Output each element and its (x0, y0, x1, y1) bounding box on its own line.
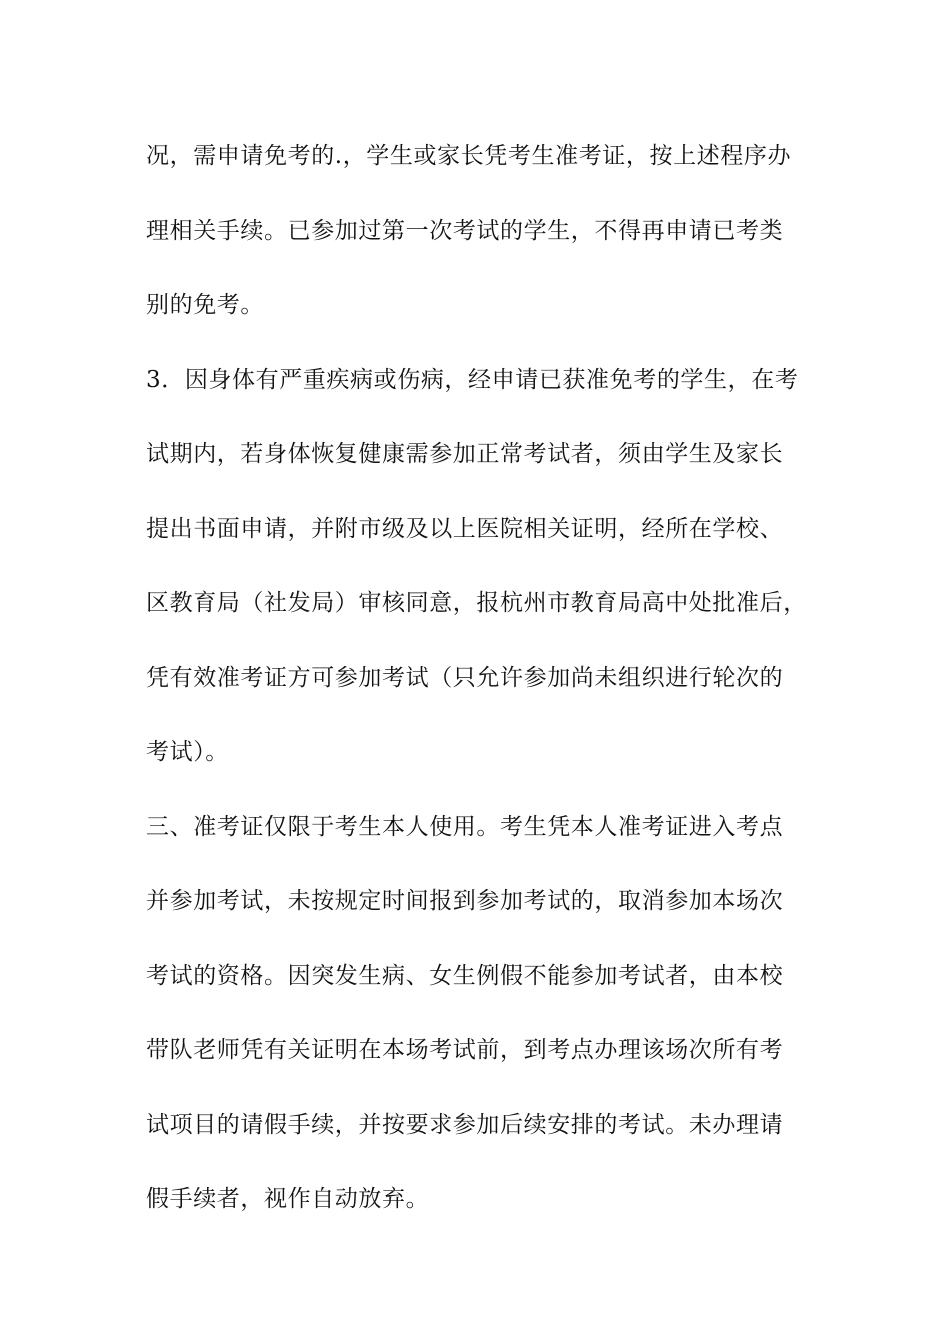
text-line: 带队老师凭有关证明在本场考试前，到考点办理该场次所有考 (146, 1037, 784, 1063)
text-line: 3．因身体有严重疾病或伤病，经申请已获准免考的学生，在考 (146, 366, 799, 393)
text-line: 三、准考证仅限于考生本人使用。考生凭本人准考证进入考点 (146, 813, 784, 840)
text-line: 区教育局（社发局）审核同意，报杭州市教育局高中处批准后， (146, 590, 807, 616)
document-body (146, 134, 836, 1252)
text-line: 理相关手续。已参加过第一次考试的学生，不得再申请已考类 (146, 217, 784, 244)
text-line: 提出书面申请，并附市级及以上医院相关证明，经所在学校、 (146, 515, 784, 542)
text-line: 别的免考。 (146, 292, 264, 318)
text-line: 试项目的请假手续，并按要求参加后续安排的考试。未办理请 (146, 1111, 784, 1138)
text-line: 况，需申请免考的.，学生或家长凭考生准考证，按上述程序办 (146, 143, 792, 169)
text-line: 考试的资格。因突发生病、女生例假不能参加考试者，由本校 (146, 962, 784, 989)
text-line: 考试）。 (146, 739, 229, 765)
text-line: 并参加考试，未按规定时间报到参加考试的，取消参加本场次 (146, 888, 784, 914)
text-line: 试期内，若身体恢复健康需参加正常考试者，须由学生及家长 (146, 441, 784, 467)
text-line: 假手续者，视作自动放弃。 (146, 1186, 430, 1212)
text-line: 凭有效准考证方可参加考试（只允许参加尚未组织进行轮次的 (146, 664, 784, 691)
